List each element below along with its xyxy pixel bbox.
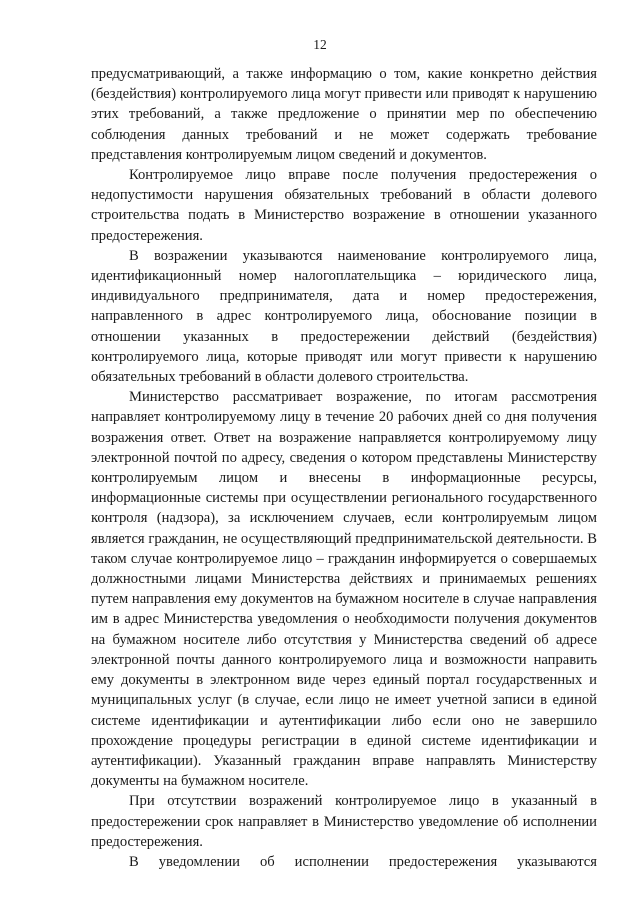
paragraph: Министерство рассматривает возражение, по итогам рассмотрения направляет контролируемому лицу в течение 20 рабочих дней со дня получения возражения ответ. Ответ на возражение направляется контролируемому лицу электронной почтой по адресу, сведения о котором представлены Министерству контролируемым лицом и внесены в информационные ресурсы, информационные системы при осуществлении регионального государственного контроля (надзора), за исключением случаев, если контролируемым лицом является гражданин, не осуществляющий предпринимательской деятельности. В таком случае контролируемое лицо – гражданин информируется о совершаемых должностными лицами Министерства действиях и принимаемых решениях путем направления ему документов на бумажном носителе в случае направления им в адрес Министерства уведомления о необходимости получения документов на бумажном носителе либо отсутствия у Министерства сведений об адресе электронной почты данного контролируемого лица и возможности направить ему документы в электронном виде через единый портал государственных и муниципальных услуг (в случае, если лицо не имеет учетной записи в единой системе идентификации и аутентификации либо если оно не завершило прохождение процедуры регистрации в единой системе идентификации и аутентификации). Указанный гражданин вправе направлять Министерству документы на бумажном носителе. [91, 389, 597, 790]
paragraph: При отсутствии возражений контролируемое лицо в указанный в предостережении срок направляет в Министерство уведомление об исполнении предостережения. [91, 793, 597, 850]
paragraph: Контролируемое лицо вправе после получения предостережения о недопустимости нарушения обязательных требований в области долевого строительства подать в Министерство возражение в отношении указанного предостережения. [91, 167, 597, 244]
page-number: 12 [313, 37, 327, 52]
paragraph: В возражении указываются наименование контролируемого лица, идентификационный номер налогоплательщика – юридического лица, индивидуального предпринимателя, дата и номер предостережения, направленного в адрес контролируемого лица, обоснование позиции в отношении указанных в предостережении действий (бездействия) контролируемого лица, которые приводят или могут привести к нарушению обязательных требований в области долевого строительства. [91, 247, 597, 386]
document-body [91, 64, 597, 872]
paragraph: В уведомлении об исполнении предостережения указываются [129, 853, 597, 870]
paragraph: предусматривающий, а также информацию о том, какие конкретно действия (бездействия) контролируемого лица могут привести или приводят к нарушению этих требований, а также предложение о принятии мер по обеспечению соблюдения данных требований и не может содержать требование представления контролируемым лицом сведений и документов. [91, 66, 597, 163]
